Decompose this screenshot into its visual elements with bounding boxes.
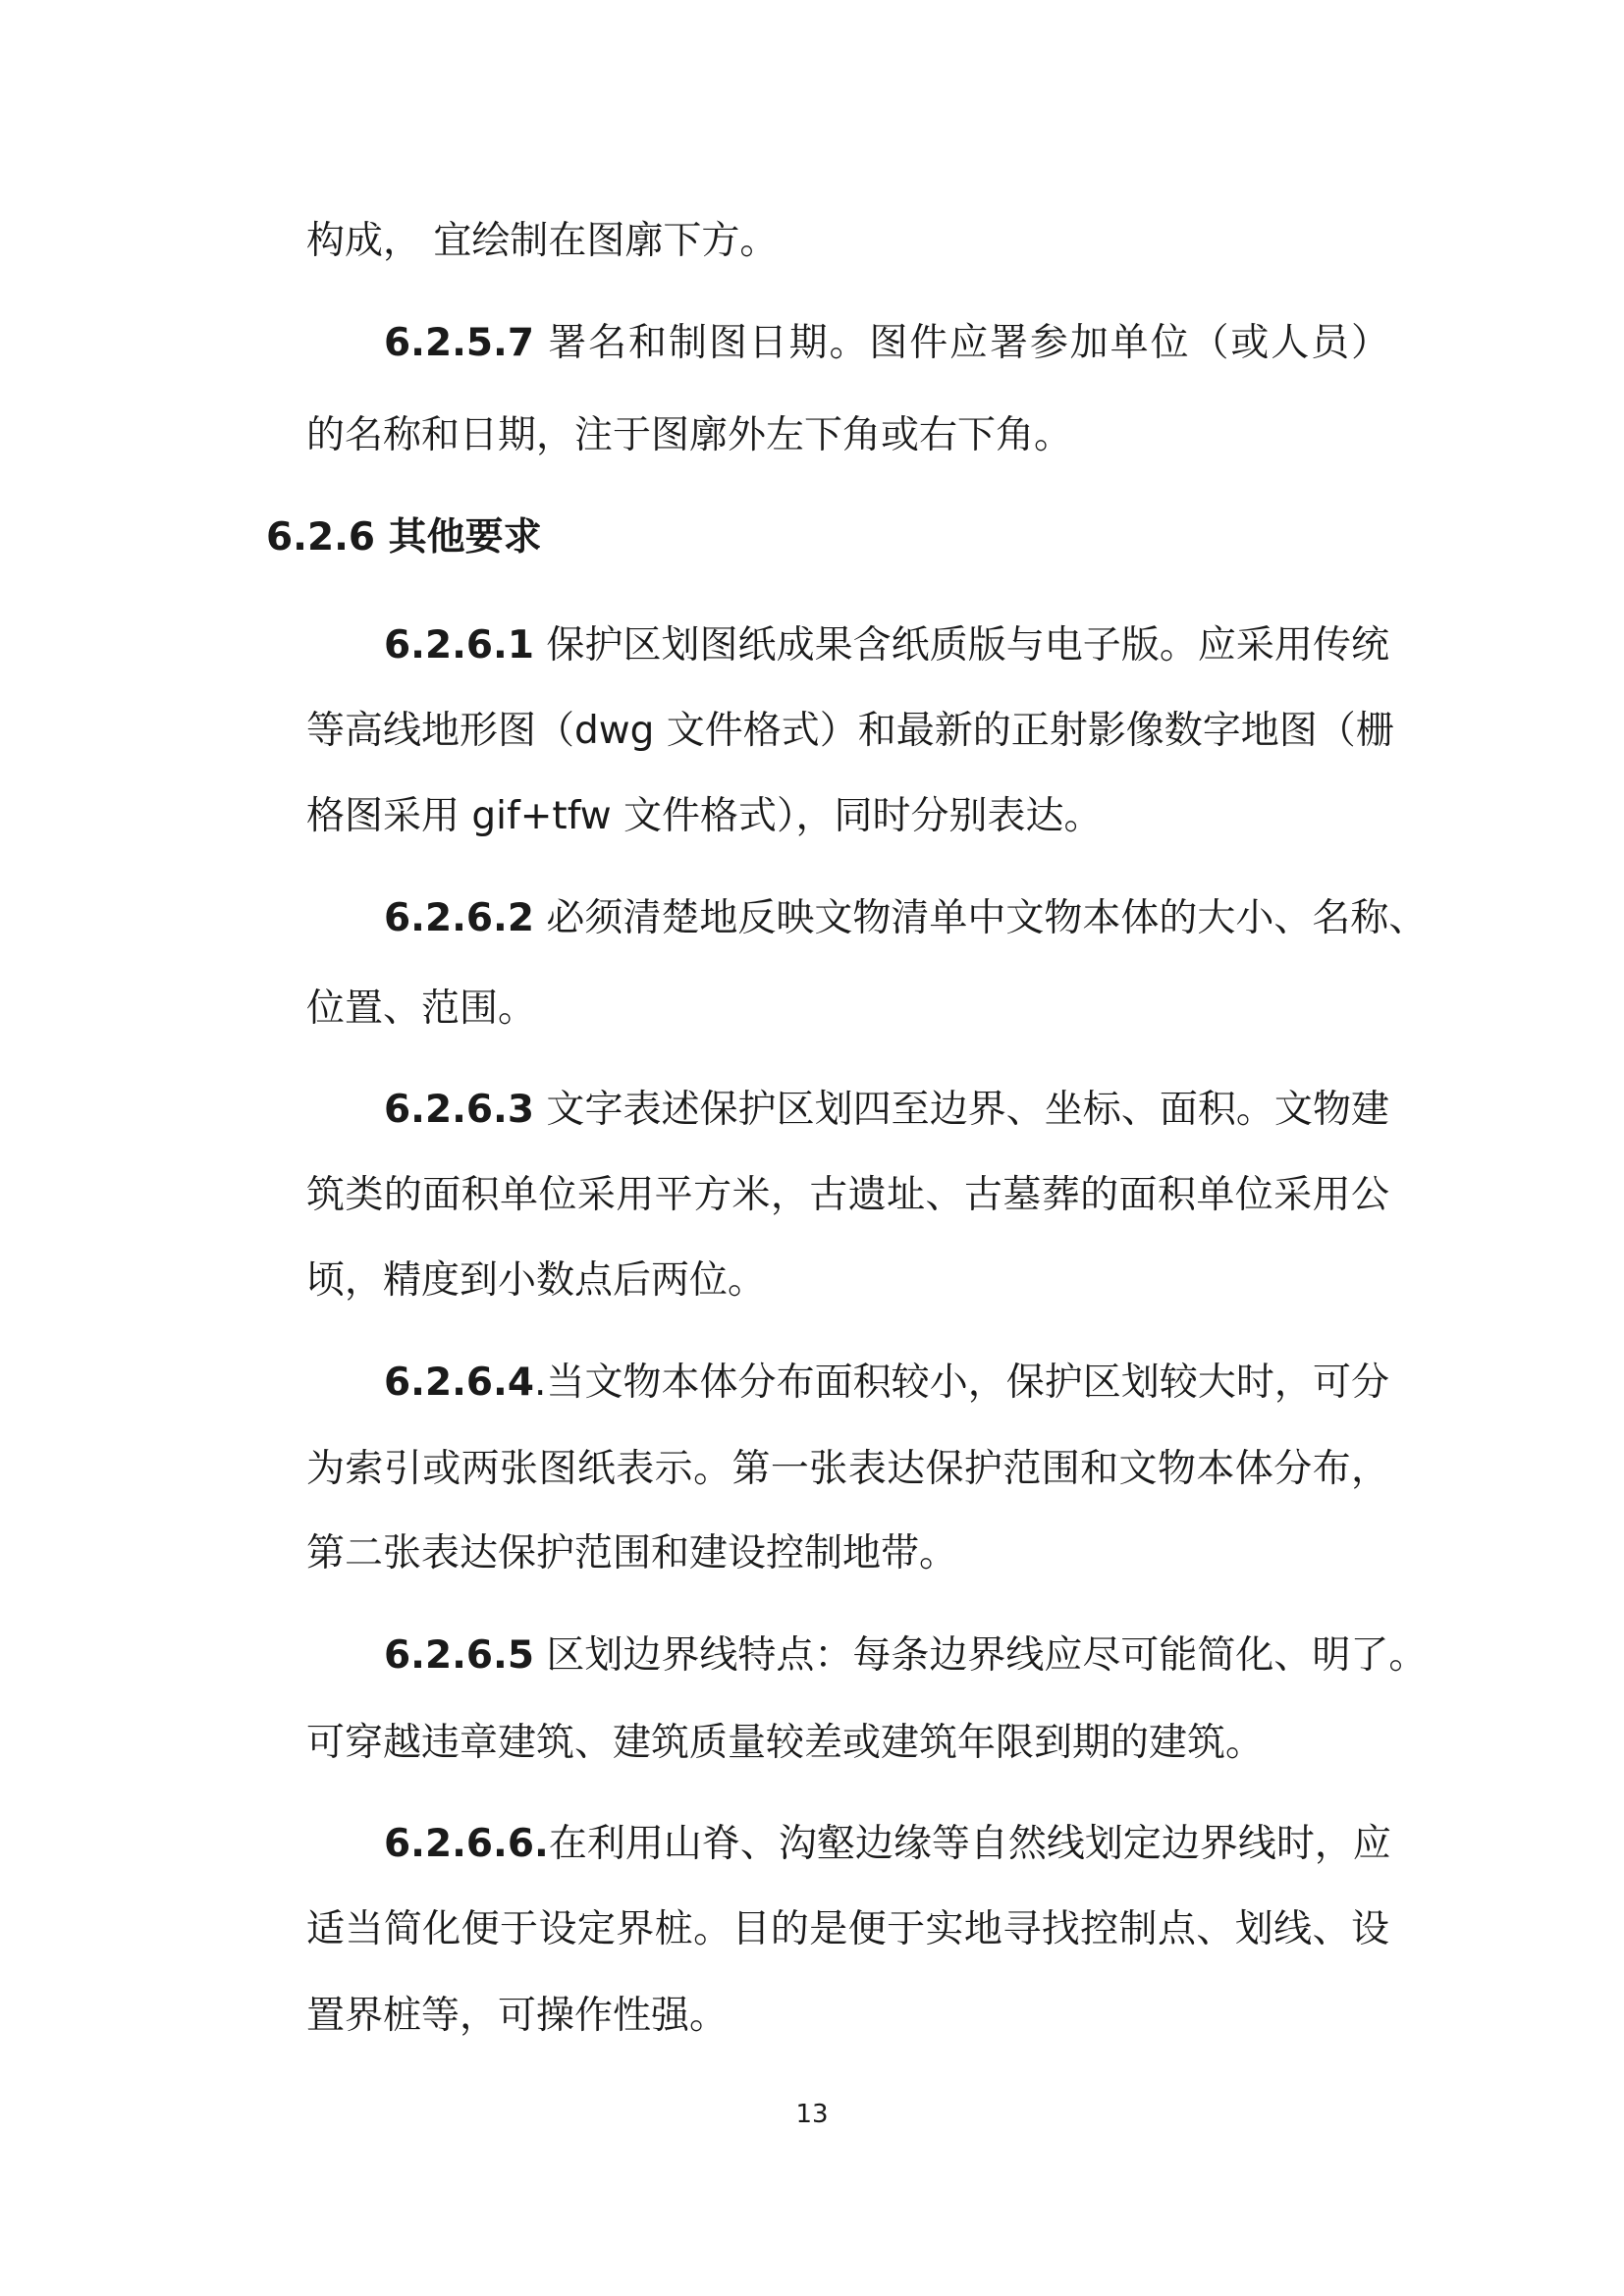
paragraph-line [306, 1993, 728, 2040]
text: 等高线地形图（dwg 文件格式）和最新的正射影像数字地图（栅 [306, 709, 1394, 753]
text: 必须清楚地反映文物清单中文物本体的大小、名称、 [534, 896, 1428, 940]
section-number: 6.2.5.7 [384, 321, 534, 365]
paragraph-line [306, 1172, 1389, 1219]
section-6-2-6-4 [384, 1360, 1389, 1407]
text: 区划边界线特点：每条边界线应尽可能简化、明了。 [534, 1633, 1428, 1678]
section-number: 6.2.6.2 [384, 896, 534, 940]
text: 在利用山脊、沟壑边缘等自然线划定边界线时，应 [548, 1822, 1391, 1866]
text: 署名和制图日期。图件应署参加单位（或人员） [534, 321, 1389, 365]
paragraph-line [306, 1446, 1389, 1493]
text: 第二张表达保护范围和建设控制地带。 [306, 1531, 958, 1575]
section-6-2-6-6 [384, 1821, 1389, 1868]
text: 为索引或两张图纸表示。第一张表达保护范围和文物本体分布， [306, 1447, 1389, 1491]
section-number: 6.2.6.1 [384, 623, 534, 667]
section-number: 6.2.6.5 [384, 1633, 534, 1678]
heading-number: 6.2.6 [266, 515, 376, 560]
heading-title: 其他要求 [375, 515, 542, 560]
section-6-2-6-1 [384, 622, 1389, 669]
text: 置界桩等，可操作性强。 [306, 1994, 729, 2038]
section-6-2-6-2 [384, 895, 1428, 942]
paragraph-line [306, 1906, 1389, 1953]
paragraph-line [306, 708, 1394, 755]
text: .当文物本体分布面积较小，保护区划较大时，可分 [534, 1361, 1389, 1405]
text: 筑类的面积单位采用平方米，古遗址、古墓葬的面积单位采用公 [306, 1173, 1389, 1217]
section-number: 6.2.6.6. [384, 1822, 549, 1866]
text: 位置、范围。 [306, 987, 537, 1031]
paragraph-line [306, 1720, 1264, 1767]
section-6-2-6-5 [384, 1632, 1428, 1680]
text: 适当简化便于设定界桩。目的是便于实地寻找控制点、划线、设 [306, 1907, 1389, 1951]
section-6-2-6-3 [384, 1087, 1389, 1134]
page-number: 13 [795, 2100, 829, 2129]
paragraph-line [306, 793, 1103, 840]
text: 的名称和日期，注于图廓外左下角或右下角。 [306, 413, 1073, 457]
text: 可穿越违章建筑、建筑质量较差或建筑年限到期的建筑。 [306, 1721, 1265, 1765]
paragraph-line [306, 1257, 766, 1305]
paragraph-line [306, 986, 536, 1033]
text: 保护区划图纸成果含纸质版与电子版。应采用传统 [534, 623, 1389, 667]
text: 构成， 宜绘制在图廓下方。 [306, 219, 779, 263]
paragraph-line [306, 1530, 957, 1577]
text: 顷，精度到小数点后两位。 [306, 1258, 767, 1303]
section-number: 6.2.6.4 [384, 1361, 534, 1405]
section-6-2-5-7 [384, 320, 1389, 367]
paragraph-line [306, 218, 778, 265]
section-number: 6.2.6.3 [384, 1088, 534, 1132]
text: 格图采用 gif+tfw 文件格式），同时分别表达。 [306, 794, 1103, 838]
text: 文字表述保护区划四至边界、坐标、面积。文物建 [534, 1088, 1389, 1132]
section-heading-6-2-6 [266, 514, 542, 561]
paragraph-line [306, 412, 1072, 459]
